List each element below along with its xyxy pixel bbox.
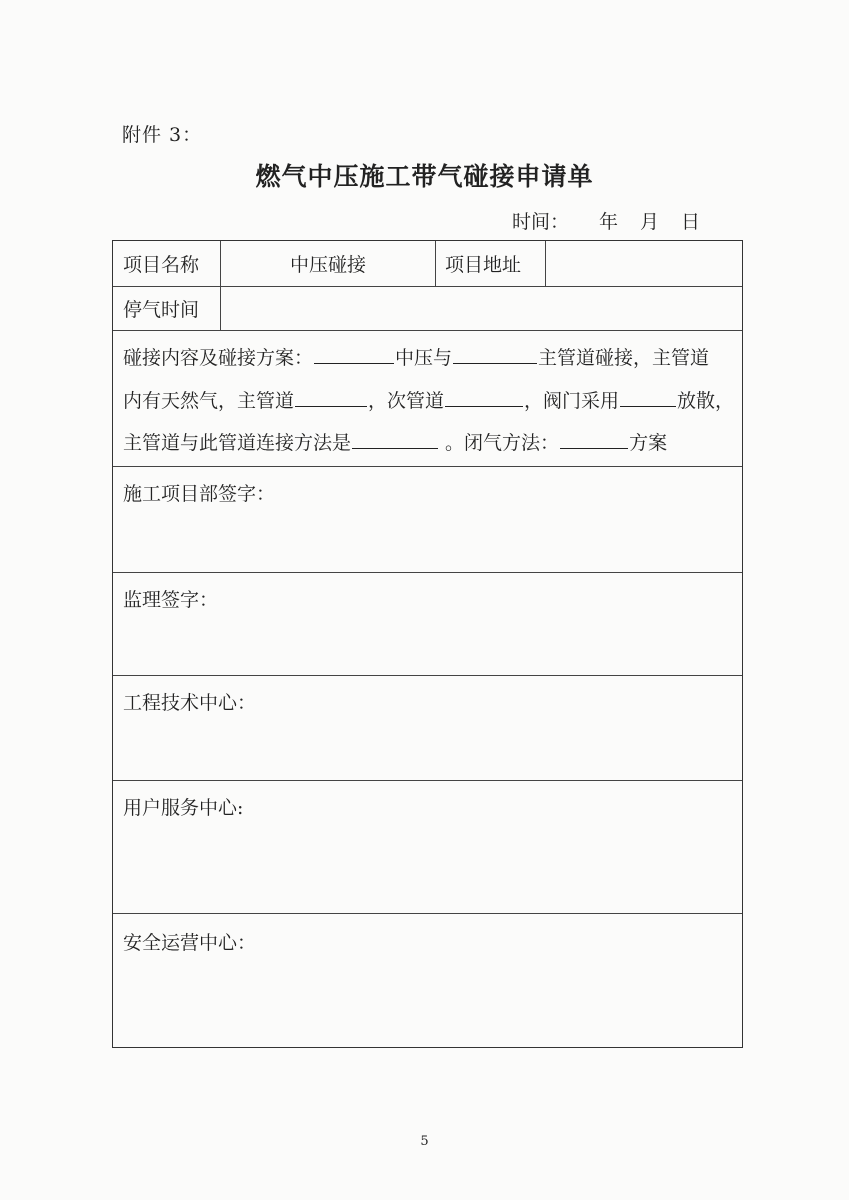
plan-text: 主管道碰接，主管道: [538, 347, 710, 369]
user-service-center-label: 用户服务中心:: [123, 797, 244, 819]
supervision-sign-label: 监理签字：: [123, 589, 219, 611]
supervision-sign-row[interactable]: [113, 573, 742, 676]
safety-ops-center-label: 安全运营中心：: [123, 932, 257, 954]
construction-dept-sign-label: 施工项目部签字：: [123, 483, 276, 505]
construction-sign-row[interactable]: [113, 467, 742, 573]
plan-text: ，次管道: [368, 390, 445, 412]
plan-text: ，阀门采用: [524, 390, 620, 412]
safety-ops-row[interactable]: [113, 914, 742, 1047]
attachment-label: 附件 3：: [122, 124, 203, 146]
project-address-value[interactable]: [546, 241, 742, 286]
project-name-value[interactable]: 中压碰接: [289, 254, 366, 276]
user-service-row[interactable]: [113, 781, 742, 914]
plan-line-2: [123, 386, 734, 413]
project-address-label: 项目地址: [445, 254, 522, 276]
blank-field[interactable]: [560, 430, 628, 449]
gas-stop-row: [113, 287, 742, 331]
plan-line-1: [123, 343, 709, 370]
blank-field[interactable]: [620, 388, 676, 407]
plan-row: [113, 331, 742, 467]
project-name-label: 项目名称: [123, 254, 200, 276]
gas-stop-time-value[interactable]: [221, 287, 742, 330]
year-label: 年: [599, 211, 619, 233]
engineering-center-row[interactable]: [113, 676, 742, 781]
blank-field[interactable]: [453, 345, 537, 364]
plan-text: 中压与: [395, 347, 453, 369]
plan-text: 放散，: [677, 390, 735, 412]
blank-field[interactable]: [445, 388, 523, 407]
month-label: 月: [640, 211, 660, 233]
plan-line-3: [123, 428, 667, 455]
application-form: [112, 240, 743, 1048]
date-line: [512, 207, 700, 234]
date-label: 时间：: [512, 211, 570, 233]
blank-field[interactable]: [314, 345, 394, 364]
page-number: 5: [420, 1134, 429, 1149]
plan-text: 。闭气方法：: [439, 432, 560, 454]
plan-text: 方案: [629, 432, 668, 454]
blank-field[interactable]: [352, 430, 438, 449]
blank-field[interactable]: [295, 388, 367, 407]
plan-text: 碰接内容及碰接方案：: [123, 347, 314, 369]
plan-text: 主管道与此管道连接方法是: [123, 432, 352, 454]
form-title: 燃气中压施工带气碰接申请单: [255, 162, 594, 191]
plan-text: 内有天然气，主管道: [123, 390, 295, 412]
project-row: [113, 241, 742, 287]
gas-stop-time-label: 停气时间: [123, 299, 200, 321]
day-label: 日: [681, 211, 701, 233]
engineering-center-label: 工程技术中心：: [123, 692, 257, 714]
